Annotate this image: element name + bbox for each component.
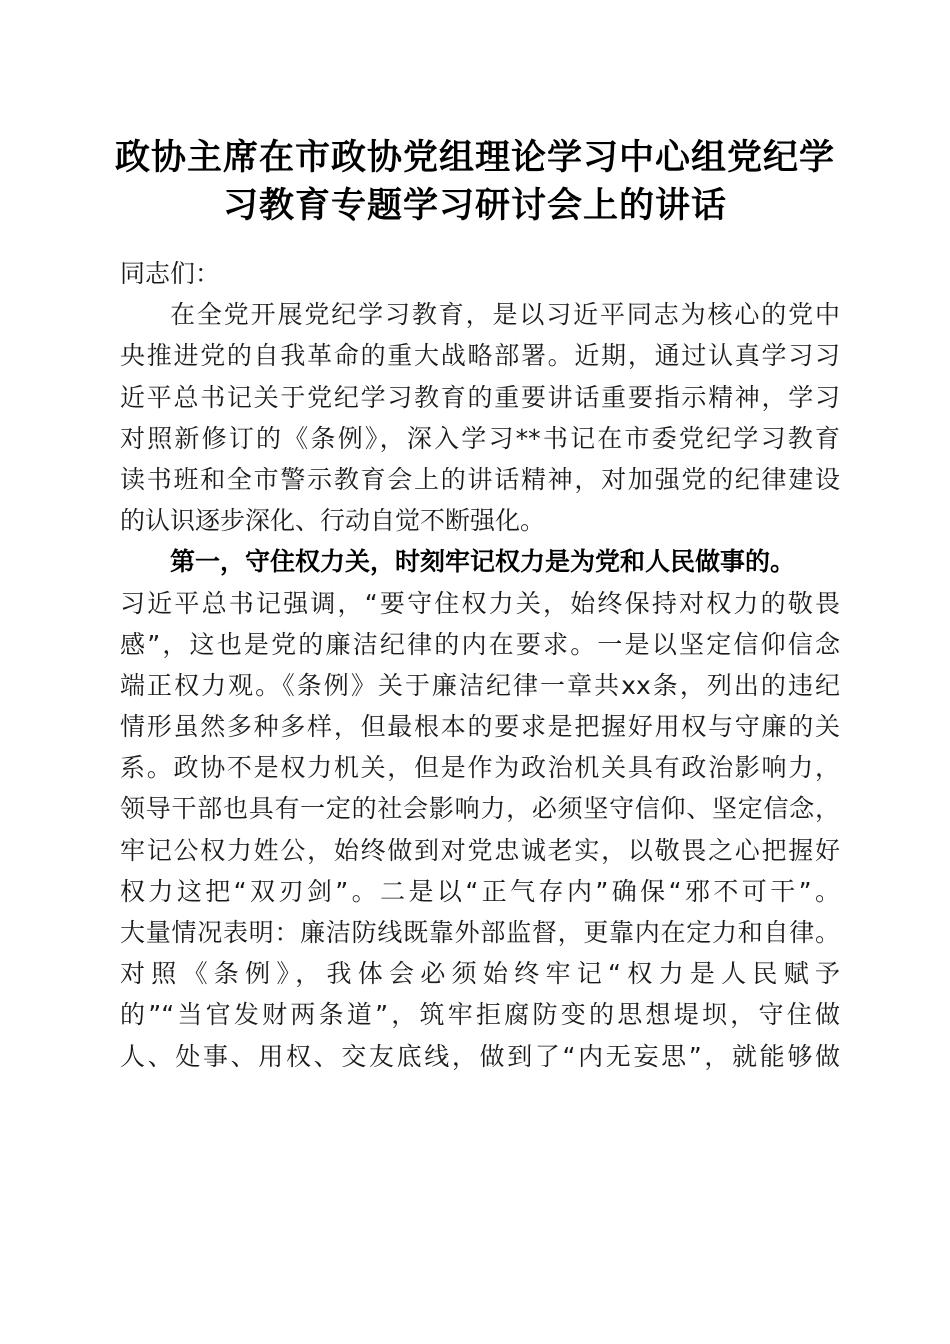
paragraph-2-line-5: 系。政协不是权力机关，但是作为政治机关具有政治影响力， [120,753,840,783]
paragraph-1-line-5: 读书班和全市警示教育会上的讲话精神，对加强党的纪律建设 [120,464,840,494]
paragraph-1-line-2: 央推进党的自我革命的重大战略部署。近期，通过认真学习习 [120,341,840,371]
paragraph-2-line-12: 人、处事、用权、交友底线，做到了“内无妄思”，就能够做 [120,1041,840,1071]
paragraph-2-line-11: 的”“当官发财两条道”，筑牢拒腐防变的思想堤坝，守住做 [120,1000,840,1030]
paragraph-1-line-6: 的认识逐步深化、行动自觉不断强化。 [120,506,546,536]
paragraph-2 [120,541,840,1076]
paragraph-1-line-3: 近平总书记关于党纪学习教育的重要讲话重要指示精神，学习 [120,382,840,412]
paragraph-2-line-6: 领导干部也具有一定的社会影响力，必须坚守信仰、坚定信念， [120,794,840,824]
title-line-1: 政协主席在市政协党组理论学习中心组党纪学 [114,137,835,178]
paragraph-2-heading: 第一，守住权力关，时刻牢记权力是为党和人民做事的。 [170,547,796,577]
paragraph-2-line-3: 端正权力观。《条例》关于廉洁纪律一章共xx条，列出的违纪 [120,670,840,700]
document-body [120,253,840,1077]
paragraph-2-line-2: 感”，这也是党的廉洁纪律的内在要求。一是以坚定信仰信念 [120,629,840,659]
title-line-2: 习教育专题学习研讨会上的讲话 [222,185,727,226]
paragraph-2-line-4: 情形虽然多种多样，但最根本的要求是把握好用权与守廉的关 [120,712,840,742]
salutation: 同志们： [120,259,221,288]
paragraph-2-line-10: 对照《条例》，我体会必须始终牢记“权力是人民赋予 [120,959,840,989]
paragraph-1-line-4: 对照新修订的《条例》，深入学习**书记在市委党纪学习教育 [120,423,840,453]
document-title [100,134,850,230]
paragraph-2-line-7: 牢记公权力姓公，始终做到对党忠诚老实，以敬畏之心把握好 [120,835,840,865]
paragraph-2-line-9: 大量情况表明：廉洁防线既靠外部监督，更靠内在定力和自律。 [120,918,840,947]
paragraph-2-line-8: 权力这把“双刃剑”。二是以“正气存内”确保“邪不可干”。 [120,876,840,906]
paragraph-2-line-1: 习近平总书记强调，“要守住权力关，始终保持对权力的敬畏 [120,588,840,618]
paragraph-1-line-1: 在全党开展党纪学习教育，是以习近平同志为核心的党中 [170,300,840,330]
paragraph-1 [120,294,840,541]
